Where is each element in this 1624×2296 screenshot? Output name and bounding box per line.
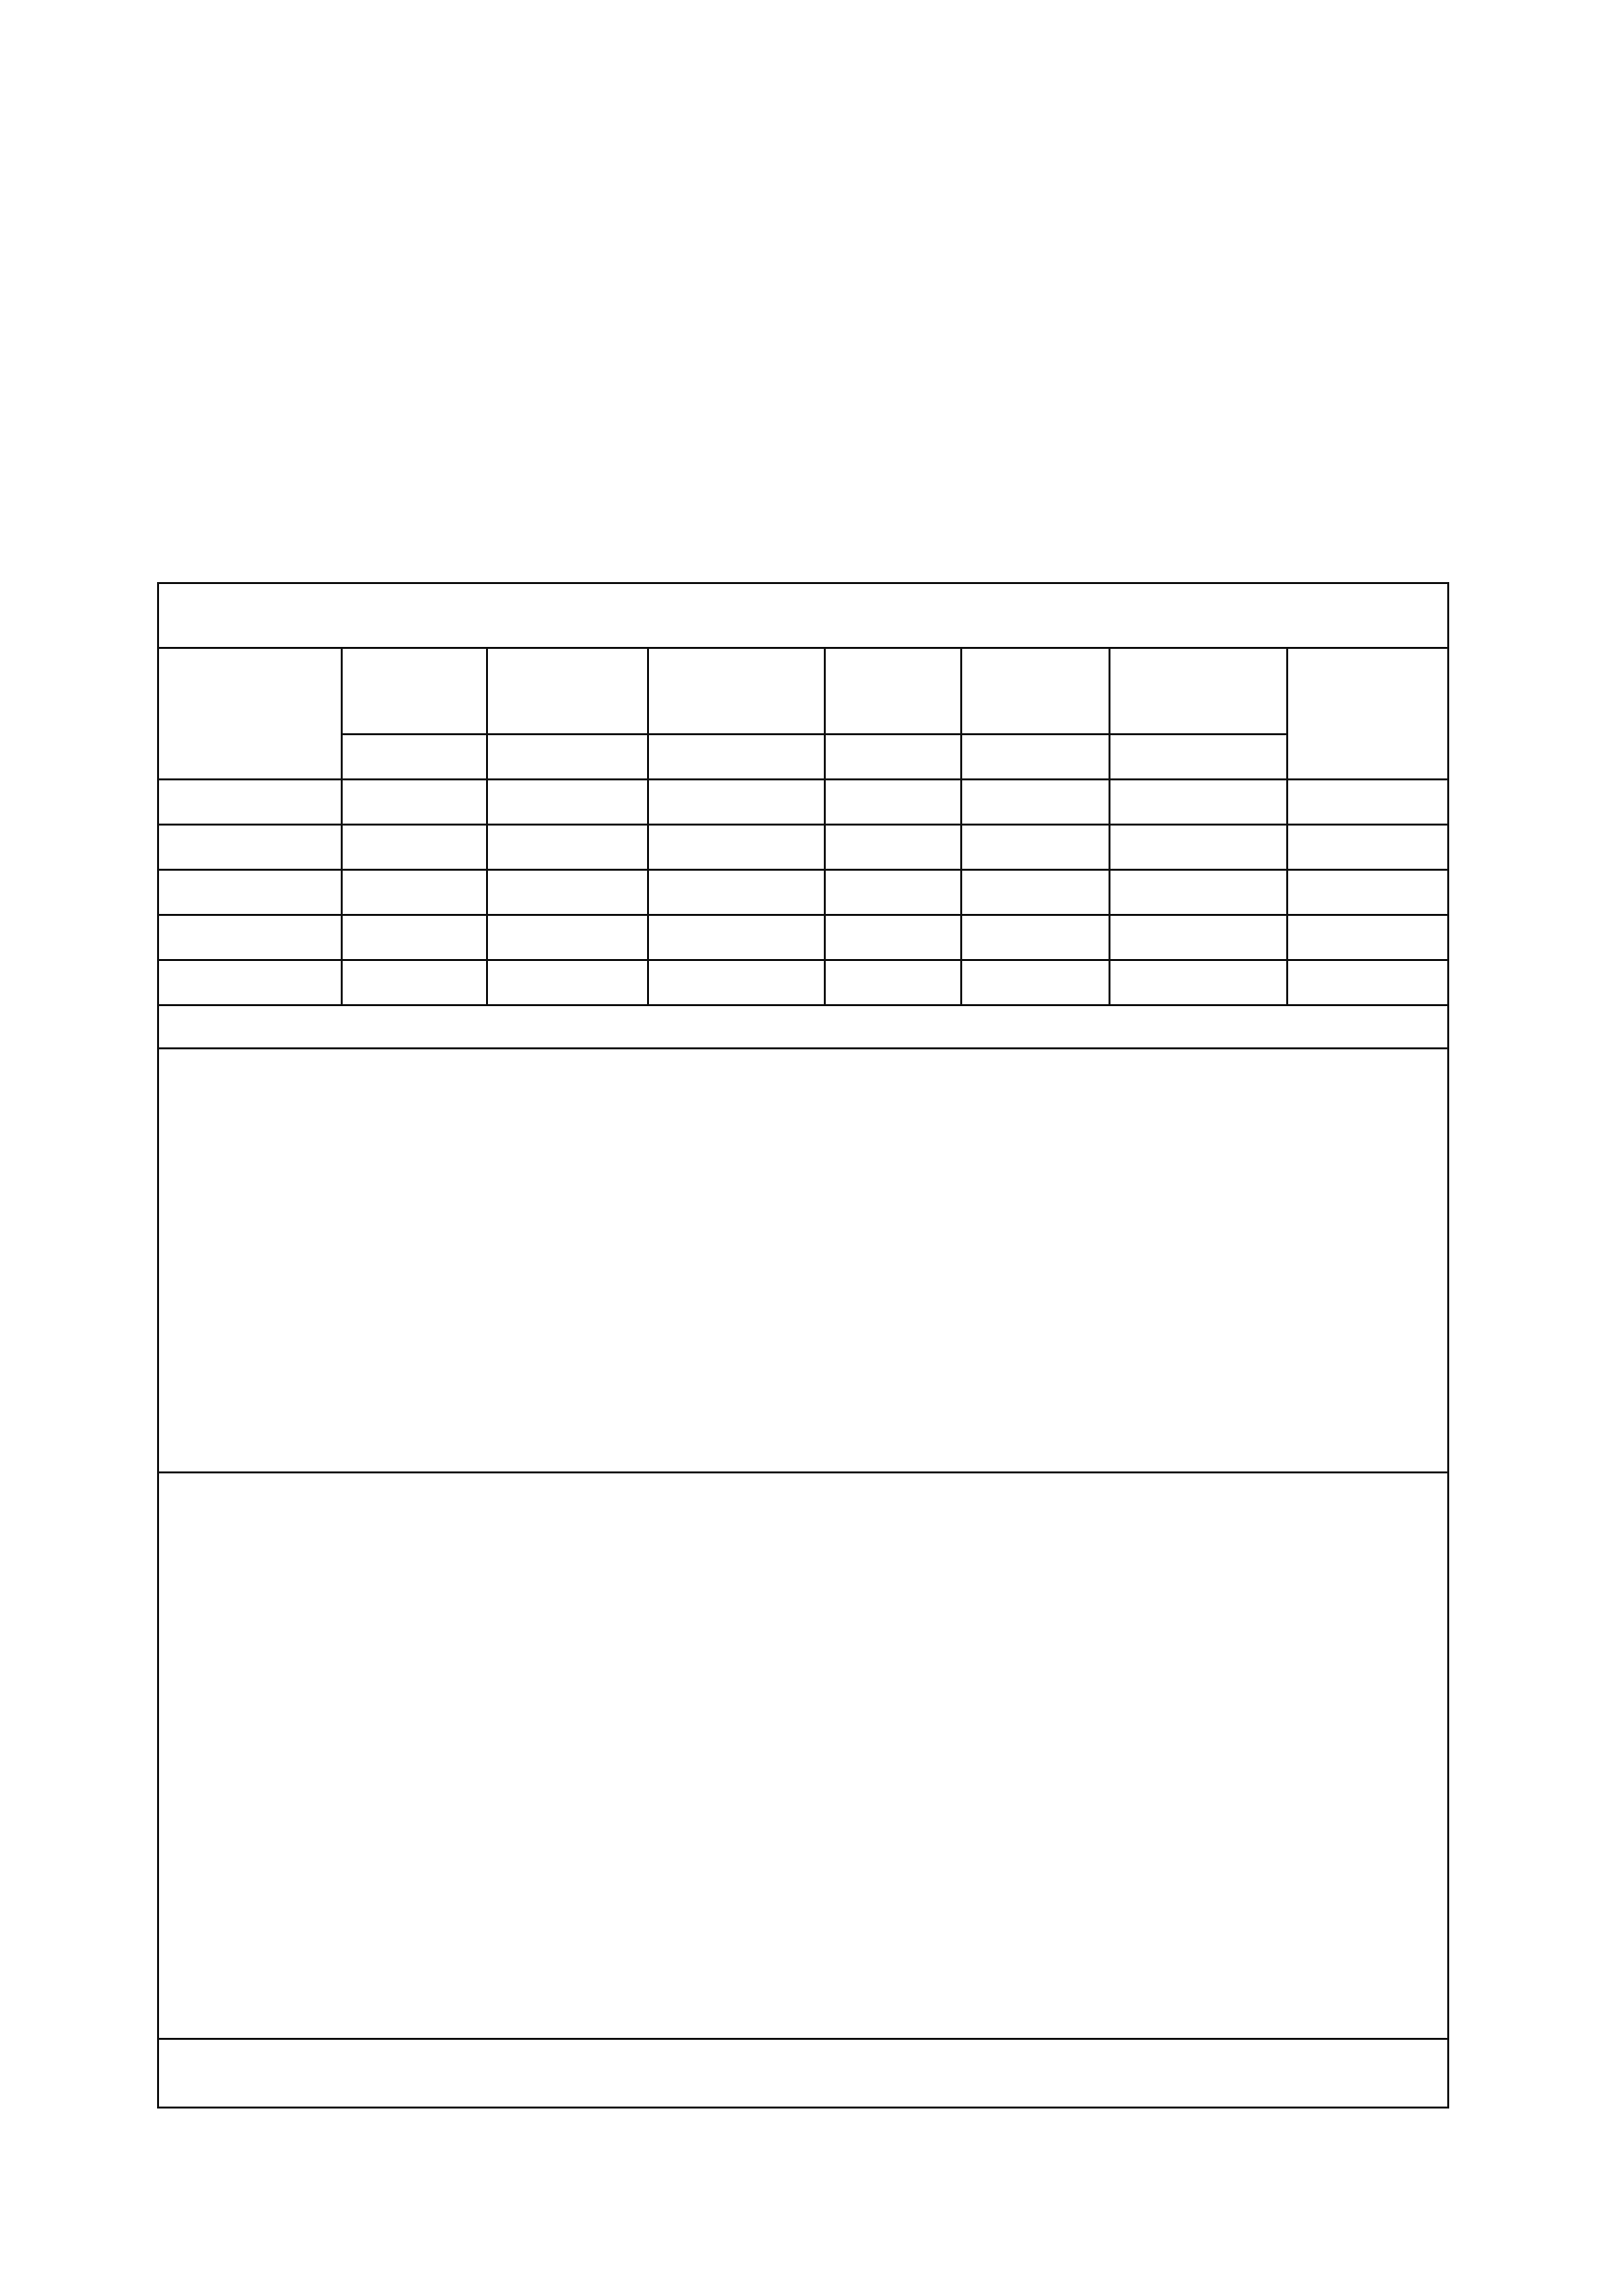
- table-cell[interactable]: [648, 870, 825, 915]
- table-cell[interactable]: [825, 825, 961, 870]
- table-cell[interactable]: [825, 779, 961, 825]
- header-alarm: [1287, 648, 1448, 779]
- table-cell[interactable]: [342, 825, 487, 870]
- table-cell[interactable]: [1287, 915, 1448, 960]
- monitoring-record-table: [157, 582, 1449, 2109]
- cumulative-change-chart: [159, 1049, 1445, 1471]
- cell-point-id[interactable]: [158, 825, 342, 870]
- conclusion-label: [159, 1473, 1447, 1483]
- header-current-value: [648, 648, 825, 734]
- table-cell[interactable]: [487, 915, 648, 960]
- table-row: [158, 870, 1448, 915]
- table-cell[interactable]: [342, 779, 487, 825]
- unit-cumulative-change: [961, 734, 1110, 779]
- table-cell[interactable]: [648, 960, 825, 1005]
- header-point-id: [158, 648, 342, 779]
- table-cell[interactable]: [825, 960, 961, 1005]
- table-row: [158, 779, 1448, 825]
- table-cell[interactable]: [1287, 960, 1448, 1005]
- table-cell[interactable]: [1110, 779, 1287, 825]
- conclusion-area[interactable]: [158, 1472, 1448, 2039]
- table-cell[interactable]: [487, 825, 648, 870]
- table-cell[interactable]: [342, 915, 487, 960]
- signature-row: [158, 2039, 1448, 2108]
- table-cell[interactable]: [1287, 825, 1448, 870]
- table-cell[interactable]: [487, 779, 648, 825]
- table-cell[interactable]: [648, 779, 825, 825]
- table-cell[interactable]: [825, 870, 961, 915]
- table-cell[interactable]: [825, 915, 961, 960]
- table-cell[interactable]: [342, 960, 487, 1005]
- table-cell[interactable]: [487, 870, 648, 915]
- table-cell[interactable]: [961, 915, 1110, 960]
- summary-title: [158, 583, 1448, 648]
- table-cell[interactable]: [961, 825, 1110, 870]
- header-last-value: [487, 648, 648, 734]
- header-current-change: [825, 648, 961, 734]
- table-row: [158, 960, 1448, 1005]
- unit-current-value: [648, 734, 825, 779]
- table-cell[interactable]: [1110, 825, 1287, 870]
- unit-initial-value: [342, 734, 487, 779]
- table-cell[interactable]: [961, 779, 1110, 825]
- table-cell[interactable]: [1287, 870, 1448, 915]
- cell-point-id[interactable]: [158, 960, 342, 1005]
- header-initial-value: [342, 648, 487, 734]
- unit-current-change: [825, 734, 961, 779]
- header-cumulative-change: [961, 648, 1110, 734]
- cell-point-id[interactable]: [158, 779, 342, 825]
- table-cell[interactable]: [1110, 960, 1287, 1005]
- table-row: [158, 825, 1448, 870]
- table-cell[interactable]: [487, 960, 648, 1005]
- table-cell[interactable]: [961, 960, 1110, 1005]
- table-cell[interactable]: [648, 825, 825, 870]
- cell-point-id[interactable]: [158, 915, 342, 960]
- cell-point-id[interactable]: [158, 870, 342, 915]
- unit-last-value: [487, 734, 648, 779]
- table-cell[interactable]: [961, 870, 1110, 915]
- chart-area: [158, 1048, 1448, 1472]
- header-change-rate: [1110, 648, 1287, 734]
- table-row: [158, 915, 1448, 960]
- table-cell[interactable]: [648, 915, 825, 960]
- unit-change-rate: [1110, 734, 1287, 779]
- table-cell[interactable]: [1110, 870, 1287, 915]
- table-cell[interactable]: [1287, 779, 1448, 825]
- monitor-time: [157, 543, 422, 570]
- table-cell[interactable]: [1110, 915, 1287, 960]
- table-cell[interactable]: [342, 870, 487, 915]
- chart-section-title: [158, 1005, 1448, 1048]
